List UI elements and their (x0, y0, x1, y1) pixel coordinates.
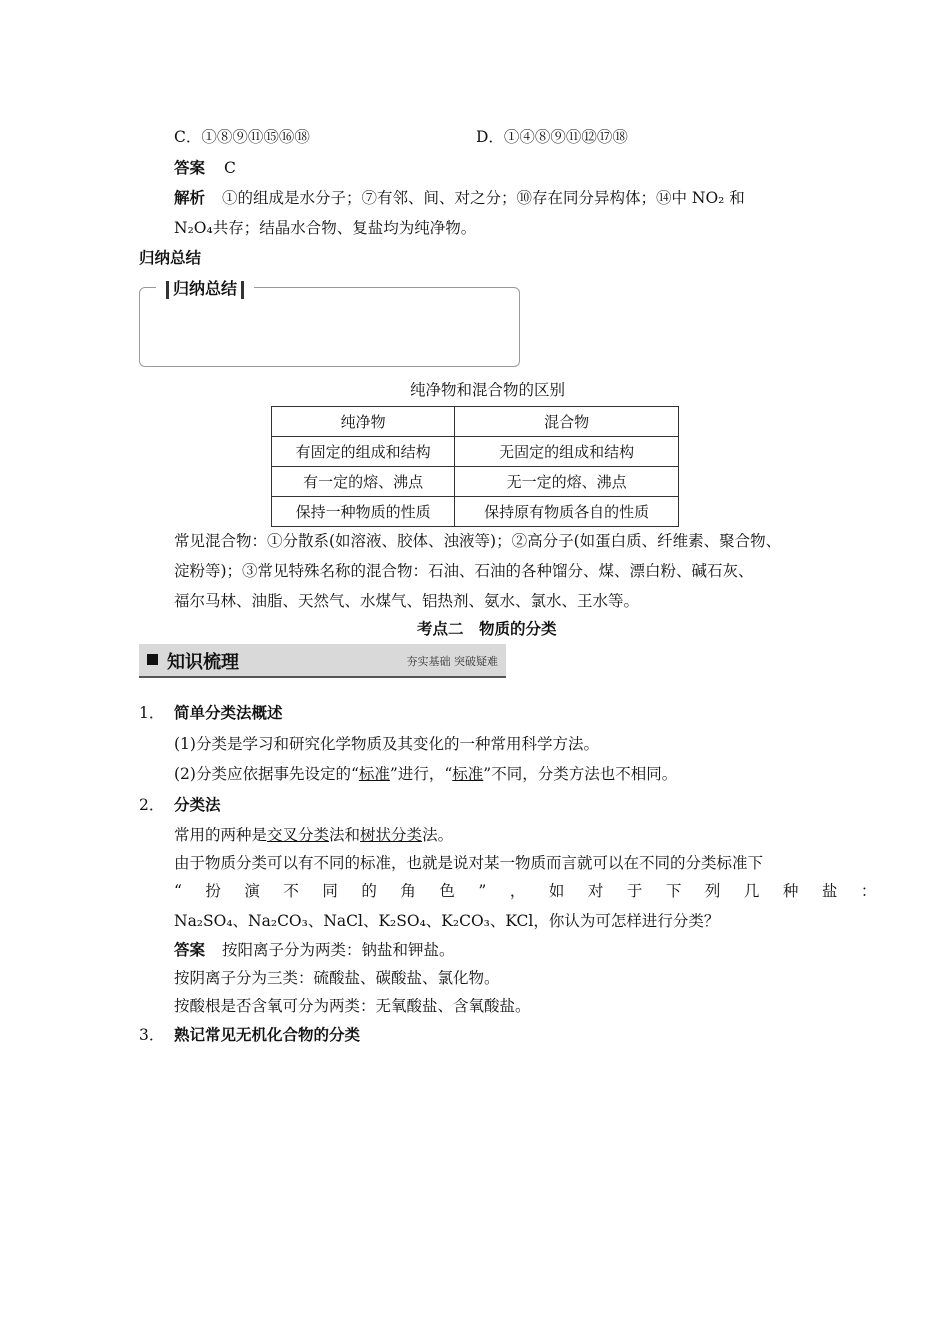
item-2-p3: “扮演不同的角色”，如对于下列几种盐： (174, 882, 900, 900)
mixtures-line-3: 福尔马林、油脂、天然气、水煤气、铝热剂、氨水、氯水、王水等。 (174, 592, 640, 610)
header-mixture: 混合物 (455, 407, 679, 437)
section-title: 考点二 物质的分类 (417, 620, 557, 638)
item-3-num: 3． (139, 1026, 165, 1044)
table-cell: 无固定的组成和结构 (455, 437, 679, 467)
text: 法。 (422, 826, 454, 844)
table-cell: 无一定的熔、沸点 (455, 467, 679, 497)
option-c: C．①⑧⑨⑪⑮⑯⑱ (174, 128, 310, 146)
underlined-term: 树状分类 (360, 826, 423, 844)
knowledge-bar (139, 644, 506, 678)
answer-value: C (223, 159, 236, 177)
text: ”进行，“ (389, 765, 453, 783)
right-bar (241, 281, 244, 299)
answer-label: 答案 (174, 941, 206, 959)
mixtures-line-1: 常见混合物：①分散系(如溶液、胶体、浊液等)；②高分子(如蛋白质、纤维素、聚合物、 (174, 532, 782, 550)
table-row (272, 467, 679, 497)
underlined-term: 交叉分类 (267, 826, 330, 844)
summary-box-title (156, 276, 254, 299)
header-pure: 纯净物 (272, 407, 455, 437)
item-2-answer (174, 938, 454, 960)
table-row (272, 497, 679, 527)
analysis-line-2: N₂O₄共存；结晶水合物、复盐均为纯净物。 (174, 219, 477, 237)
table-caption: 纯净物和混合物的区别 (410, 381, 566, 399)
left-bar (166, 281, 169, 299)
answer-1 (174, 156, 236, 178)
table-cell: 保持原有物质各自的性质 (455, 497, 679, 527)
table-cell: 有固定的组成和结构 (272, 437, 455, 467)
summary-heading: 归纳总结 (139, 249, 202, 267)
item-2-num: 2． (139, 796, 165, 814)
summary-box-title-text: 归纳总结 (173, 279, 238, 298)
text: 常用的两种是 (174, 826, 268, 844)
item-2-p2: 由于物质分类可以有不同的标准，也就是说对某一物质而言就可以在不同的分类标准下 (174, 854, 764, 872)
answer-text-1: 按阳离子分为两类：钠盐和钾盐。 (221, 941, 455, 959)
item-1-p1: (1)分类是学习和研究化学物质及其变化的一种常用科学方法。 (174, 735, 599, 753)
text: ”不同，分类方法也不相同。 (483, 765, 678, 783)
item-1-title: 简单分类法概述 (174, 704, 283, 722)
analysis-label: 解析 (174, 189, 206, 207)
square-bullet-icon (147, 654, 158, 665)
item-2-p1 (174, 823, 453, 845)
item-1-num: 1． (139, 704, 165, 722)
summary-box (139, 287, 520, 367)
item-1-p2 (174, 762, 677, 784)
item-2-p4: Na₂SO₄、Na₂CO₃、NaCl、K₂SO₄、K₂CO₃、KCl，你认为可怎样进行分类？ (174, 912, 720, 930)
comparison-table (271, 406, 679, 527)
item-2-title: 分类法 (174, 796, 221, 814)
text: (2)分类应依据事先设定的“ (174, 765, 359, 783)
table-row (272, 437, 679, 467)
underlined-term: 标准 (452, 765, 484, 783)
analysis-line-1 (174, 186, 745, 208)
analysis-text-1: ①的组成是水分子；⑦有邻、间、对之分；⑩存在同分异构体；⑭中 NO₂ 和 (221, 189, 745, 207)
knowledge-bar-title: 知识梳理 (167, 652, 239, 673)
knowledge-bar-subtitle: 夯实基础 突破疑难 (406, 655, 498, 668)
text: 法和 (329, 826, 361, 844)
option-d: D．①④⑧⑨⑪⑫⑰⑱ (476, 128, 628, 146)
table-cell: 保持一种物质的性质 (272, 497, 455, 527)
underlined-term: 标准 (358, 765, 390, 783)
answer-label: 答案 (174, 159, 206, 177)
table-header-row (272, 407, 679, 437)
mixtures-line-2: 淀粉等)；③常见特殊名称的混合物：石油、石油的各种馏分、煤、漂白粉、碱石灰、 (174, 562, 754, 580)
answer-text-2: 按阴离子分为三类：硫酸盐、碳酸盐、氯化物。 (174, 969, 500, 987)
item-3-title: 熟记常见无机化合物的分类 (174, 1026, 361, 1044)
table-cell: 有一定的熔、沸点 (272, 467, 455, 497)
answer-text-3: 按酸根是否含氧可分为两类：无氧酸盐、含氧酸盐。 (174, 997, 531, 1015)
